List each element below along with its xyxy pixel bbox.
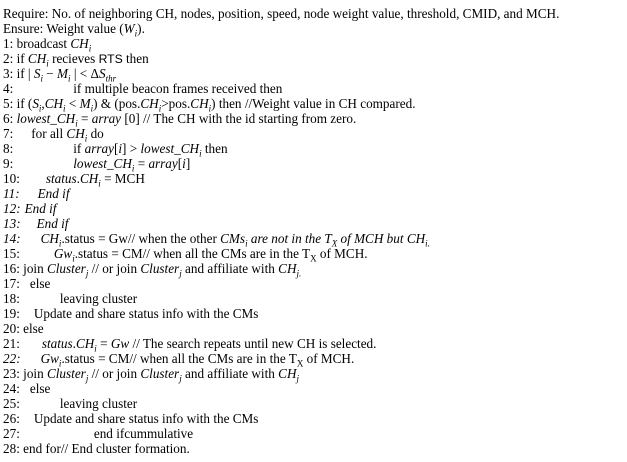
algo-line-27-number: 27:: [3, 426, 20, 441]
algo-line-28-number: 28:: [3, 441, 20, 456]
algo-line-9: 9: $lowest\_CH_i$ = array[i]: [3, 156, 191, 174]
algo-line-11: 11: End if: [3, 186, 70, 201]
algo-line-3: 3: if | $S_i - M_i$ | < $\Delta S_{thr}$: [3, 66, 117, 84]
algo-line-24: 24: else: [3, 381, 51, 396]
algo-line-2: 2: if $CH_i$ recieves RTS then: [3, 51, 149, 69]
algo-line-18: 18: leaving cluster: [3, 291, 138, 306]
algo-line-13: 13: End if: [3, 216, 69, 231]
algo-line-14: 14: $CH_i.status = Gw//$ when the other CMs$_i$ are not in the $T_X$ of MCH but $CH_{i.}$: [3, 231, 430, 249]
algo-line-4: 4: if multiple beacon frames received then: [3, 81, 283, 96]
algo-line-26: 26: Update and share status info with the CMs: [3, 411, 259, 426]
algo-line-6: 6: $lowest\_CH_i$ = array [0] // The CH with the id starting from zero.: [3, 111, 357, 129]
algo-line-10: 10: $status.CH_i$ = MCH: [3, 171, 145, 189]
algo-line-27: 27: end ifcummulative: [3, 426, 194, 441]
algo-line-5: 5: if $(S_i,CH_i < M_i)$ & $(pos.CH_i>pos.CH_i)$ then //Weight value in CH compared.: [3, 96, 416, 114]
algo-line-1: 1: broadcast $CH_i$: [3, 36, 92, 54]
algo-line-25: 25: leaving cluster: [3, 396, 138, 411]
algo-line-23: 23: join Cluster$_j$ // or join Cluster$_j$ and affiliate with $CH_j$: [3, 366, 299, 384]
algo-line-12: 12: End if: [3, 201, 57, 216]
algo-line-19: 19: Update and share status info with the CMs: [3, 306, 259, 321]
algo-line-21: 21: $status.CH_i = Gw$ // The search repeats until new CH is selected.: [3, 336, 377, 354]
algo-line-7: 7: for all $CH_i$ do: [3, 126, 104, 144]
algo-line-28: 28: end for// End cluster formation.: [3, 441, 190, 456]
require-line: Require: No. of neighboring CH, nodes, position, speed, node weight value, threshold, CMID, and MCH.: [3, 6, 560, 21]
algo-line-17: 17: else: [3, 276, 51, 291]
algo-line-22: 22: $Gw_i.status = CM//$ when all the CMs are in the $T_X$ of MCH.: [3, 351, 355, 369]
algo-line-15: 15: $Gw_i.status = CM//$ when all the CMs are in the $T_X$ of MCH.: [3, 246, 368, 264]
algo-line-8: 8: if array[i] > $lowest\_CH_i$ then: [3, 141, 228, 159]
ensure-line: Ensure: Weight value $(W_i)$.: [3, 21, 145, 39]
algo-line-20: 20: else: [3, 321, 44, 336]
algo-line-16: 16: join Cluster$_j$ // or join Cluster$_j$ and affiliate with $CH_{j.}$: [3, 261, 302, 279]
